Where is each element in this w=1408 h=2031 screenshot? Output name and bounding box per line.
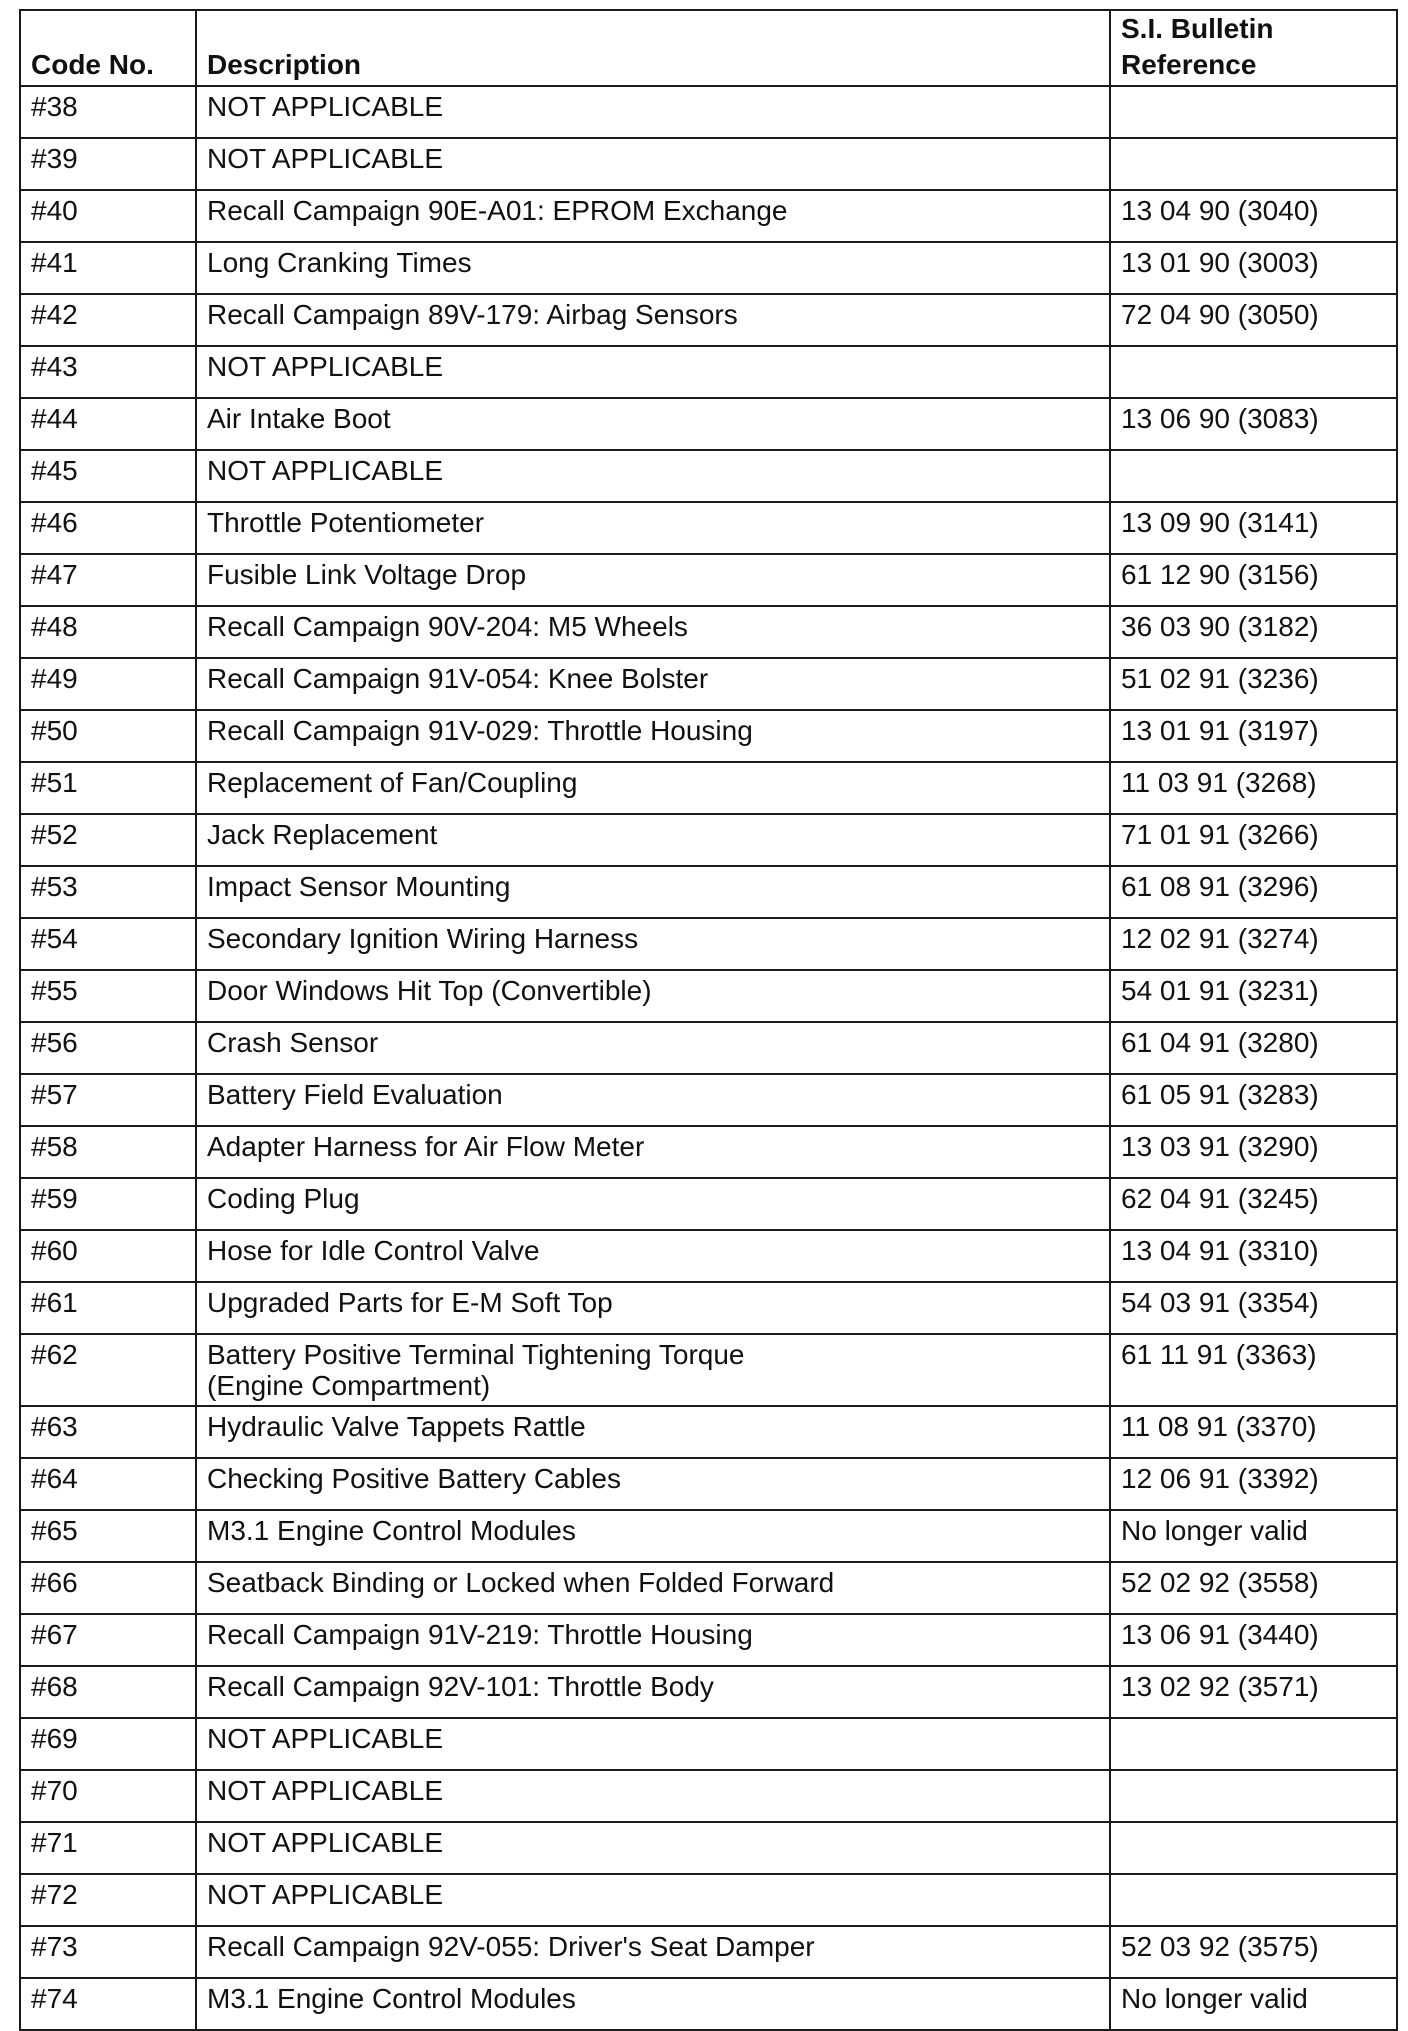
reference-cell <box>1110 346 1397 398</box>
header-reference-line2: Reference <box>1121 49 1257 80</box>
description-cell <box>196 1334 1110 1406</box>
code-cell: #43 <box>20 346 196 398</box>
reference-cell <box>1110 86 1397 138</box>
description-cell: Crash Sensor <box>196 1022 1110 1074</box>
description-line-2: (Engine Compartment) <box>207 1370 491 1401</box>
code-cell: #72 <box>20 1874 196 1926</box>
table-row <box>20 762 1397 814</box>
description-cell: Fusible Link Voltage Drop <box>196 554 1110 606</box>
table-row <box>20 1126 1397 1178</box>
table-row <box>20 710 1397 762</box>
reference-cell: 71 01 91 (3266) <box>1110 814 1397 866</box>
reference-cell: 13 01 91 (3197) <box>1110 710 1397 762</box>
code-cell: #54 <box>20 918 196 970</box>
reference-cell: 13 03 91 (3290) <box>1110 1126 1397 1178</box>
table-row <box>20 398 1397 450</box>
reference-cell <box>1110 450 1397 502</box>
description-cell: Coding Plug <box>196 1178 1110 1230</box>
description-cell: Recall Campaign 91V-029: Throttle Housing <box>196 710 1110 762</box>
description-cell: Recall Campaign 90V-204: M5 Wheels <box>196 606 1110 658</box>
reference-cell: 13 01 90 (3003) <box>1110 242 1397 294</box>
table-row <box>20 502 1397 554</box>
table-row <box>20 1978 1397 2030</box>
table-row <box>20 346 1397 398</box>
description-cell: Jack Replacement <box>196 814 1110 866</box>
description-cell: Battery Field Evaluation <box>196 1074 1110 1126</box>
description-cell: Long Cranking Times <box>196 242 1110 294</box>
header-code: Code No. <box>20 10 196 86</box>
description-cell: Air Intake Boot <box>196 398 1110 450</box>
description-cell: Recall Campaign 92V-101: Throttle Body <box>196 1666 1110 1718</box>
code-cell: #42 <box>20 294 196 346</box>
description-cell: M3.1 Engine Control Modules <box>196 1510 1110 1562</box>
table-row <box>20 1334 1397 1406</box>
table-row <box>20 1822 1397 1874</box>
code-cell: #55 <box>20 970 196 1022</box>
reference-cell: 52 02 92 (3558) <box>1110 1562 1397 1614</box>
reference-cell: 61 08 91 (3296) <box>1110 866 1397 918</box>
code-cell: #62 <box>20 1334 196 1406</box>
code-cell: #71 <box>20 1822 196 1874</box>
description-cell: NOT APPLICABLE <box>196 138 1110 190</box>
table-row <box>20 1178 1397 1230</box>
code-cell: #68 <box>20 1666 196 1718</box>
code-cell: #60 <box>20 1230 196 1282</box>
code-cell: #53 <box>20 866 196 918</box>
description-cell: M3.1 Engine Control Modules <box>196 1978 1110 2030</box>
code-cell: #66 <box>20 1562 196 1614</box>
table-row <box>20 1406 1397 1458</box>
table-row <box>20 658 1397 710</box>
description-cell: NOT APPLICABLE <box>196 86 1110 138</box>
code-cell: #39 <box>20 138 196 190</box>
table-row <box>20 138 1397 190</box>
reference-cell <box>1110 1822 1397 1874</box>
table-row <box>20 294 1397 346</box>
code-cell: #73 <box>20 1926 196 1978</box>
description-cell: Adapter Harness for Air Flow Meter <box>196 1126 1110 1178</box>
reference-cell: 11 03 91 (3268) <box>1110 762 1397 814</box>
table-row <box>20 1926 1397 1978</box>
description-cell: Secondary Ignition Wiring Harness <box>196 918 1110 970</box>
table-row <box>20 1666 1397 1718</box>
reference-cell: 13 09 90 (3141) <box>1110 502 1397 554</box>
reference-cell <box>1110 1718 1397 1770</box>
description-cell: Hose for Idle Control Valve <box>196 1230 1110 1282</box>
code-cell: #63 <box>20 1406 196 1458</box>
description-cell: Checking Positive Battery Cables <box>196 1458 1110 1510</box>
table-row <box>20 1458 1397 1510</box>
reference-cell <box>1110 1874 1397 1926</box>
code-cell: #67 <box>20 1614 196 1666</box>
reference-cell: 11 08 91 (3370) <box>1110 1406 1397 1458</box>
code-cell: #49 <box>20 658 196 710</box>
reference-cell: 13 04 91 (3310) <box>1110 1230 1397 1282</box>
reference-cell: No longer valid <box>1110 1510 1397 1562</box>
description-cell: NOT APPLICABLE <box>196 1770 1110 1822</box>
code-cell: #74 <box>20 1978 196 2030</box>
description-cell: NOT APPLICABLE <box>196 346 1110 398</box>
code-cell: #57 <box>20 1074 196 1126</box>
table-row <box>20 1074 1397 1126</box>
table-row <box>20 242 1397 294</box>
description-cell: NOT APPLICABLE <box>196 1718 1110 1770</box>
reference-cell: 12 06 91 (3392) <box>1110 1458 1397 1510</box>
table-row <box>20 1282 1397 1334</box>
description-cell: Recall Campaign 92V-055: Driver's Seat Damper <box>196 1926 1110 1978</box>
table-row <box>20 1718 1397 1770</box>
header-description: Description <box>196 10 1110 86</box>
code-cell: #69 <box>20 1718 196 1770</box>
table-row <box>20 606 1397 658</box>
code-cell: #52 <box>20 814 196 866</box>
code-cell: #41 <box>20 242 196 294</box>
table-row <box>20 1614 1397 1666</box>
code-cell: #48 <box>20 606 196 658</box>
table-row <box>20 86 1397 138</box>
description-line-1: Battery Positive Terminal Tightening Torque <box>207 1339 745 1370</box>
table-row <box>20 1510 1397 1562</box>
description-cell: Recall Campaign 90E-A01: EPROM Exchange <box>196 190 1110 242</box>
code-cell: #70 <box>20 1770 196 1822</box>
table-row <box>20 866 1397 918</box>
code-cell: #64 <box>20 1458 196 1510</box>
reference-cell: 13 06 90 (3083) <box>1110 398 1397 450</box>
table-row <box>20 450 1397 502</box>
table-row <box>20 1022 1397 1074</box>
reference-cell: 51 02 91 (3236) <box>1110 658 1397 710</box>
code-cell: #56 <box>20 1022 196 1074</box>
description-cell: Recall Campaign 91V-054: Knee Bolster <box>196 658 1110 710</box>
description-cell: Replacement of Fan/Coupling <box>196 762 1110 814</box>
description-cell: Impact Sensor Mounting <box>196 866 1110 918</box>
code-cell: #47 <box>20 554 196 606</box>
header-row <box>20 10 1397 86</box>
description-cell: NOT APPLICABLE <box>196 450 1110 502</box>
reference-cell: 36 03 90 (3182) <box>1110 606 1397 658</box>
reference-cell: 54 01 91 (3231) <box>1110 970 1397 1022</box>
reference-cell: 61 11 91 (3363) <box>1110 1334 1397 1406</box>
code-cell: #40 <box>20 190 196 242</box>
description-cell: Upgraded Parts for E-M Soft Top <box>196 1282 1110 1334</box>
code-cell: #65 <box>20 1510 196 1562</box>
reference-cell: 52 03 92 (3575) <box>1110 1926 1397 1978</box>
reference-cell <box>1110 138 1397 190</box>
bulletin-table-page <box>19 9 1396 2031</box>
reference-cell <box>1110 1770 1397 1822</box>
reference-cell: 61 04 91 (3280) <box>1110 1022 1397 1074</box>
header-reference-line1: S.I. Bulletin <box>1121 13 1274 44</box>
table-row <box>20 1874 1397 1926</box>
table-row <box>20 1230 1397 1282</box>
description-cell: NOT APPLICABLE <box>196 1822 1110 1874</box>
header-reference <box>1110 10 1397 86</box>
reference-cell: 13 06 91 (3440) <box>1110 1614 1397 1666</box>
table-row <box>20 1562 1397 1614</box>
description-cell: Door Windows Hit Top (Convertible) <box>196 970 1110 1022</box>
code-cell: #61 <box>20 1282 196 1334</box>
reference-cell: 61 12 90 (3156) <box>1110 554 1397 606</box>
code-cell: #46 <box>20 502 196 554</box>
code-cell: #58 <box>20 1126 196 1178</box>
table-row <box>20 1770 1397 1822</box>
table-row <box>20 554 1397 606</box>
code-cell: #38 <box>20 86 196 138</box>
code-cell: #50 <box>20 710 196 762</box>
description-cell: NOT APPLICABLE <box>196 1874 1110 1926</box>
description-cell: Hydraulic Valve Tappets Rattle <box>196 1406 1110 1458</box>
table-row <box>20 190 1397 242</box>
code-cell: #44 <box>20 398 196 450</box>
table-row <box>20 970 1397 1022</box>
reference-cell: 62 04 91 (3245) <box>1110 1178 1397 1230</box>
reference-cell: 61 05 91 (3283) <box>1110 1074 1397 1126</box>
code-cell: #51 <box>20 762 196 814</box>
bulletin-table <box>19 9 1398 2031</box>
description-cell: Recall Campaign 91V-219: Throttle Housing <box>196 1614 1110 1666</box>
table-row <box>20 918 1397 970</box>
description-cell: Recall Campaign 89V-179: Airbag Sensors <box>196 294 1110 346</box>
reference-cell: 13 04 90 (3040) <box>1110 190 1397 242</box>
code-cell: #45 <box>20 450 196 502</box>
description-cell: Throttle Potentiometer <box>196 502 1110 554</box>
description-cell: Seatback Binding or Locked when Folded Forward <box>196 1562 1110 1614</box>
reference-cell: 12 02 91 (3274) <box>1110 918 1397 970</box>
reference-cell: 72 04 90 (3050) <box>1110 294 1397 346</box>
reference-cell: 54 03 91 (3354) <box>1110 1282 1397 1334</box>
table-body <box>20 86 1397 2030</box>
reference-cell: 13 02 92 (3571) <box>1110 1666 1397 1718</box>
table-row <box>20 814 1397 866</box>
code-cell: #59 <box>20 1178 196 1230</box>
reference-cell: No longer valid <box>1110 1978 1397 2030</box>
